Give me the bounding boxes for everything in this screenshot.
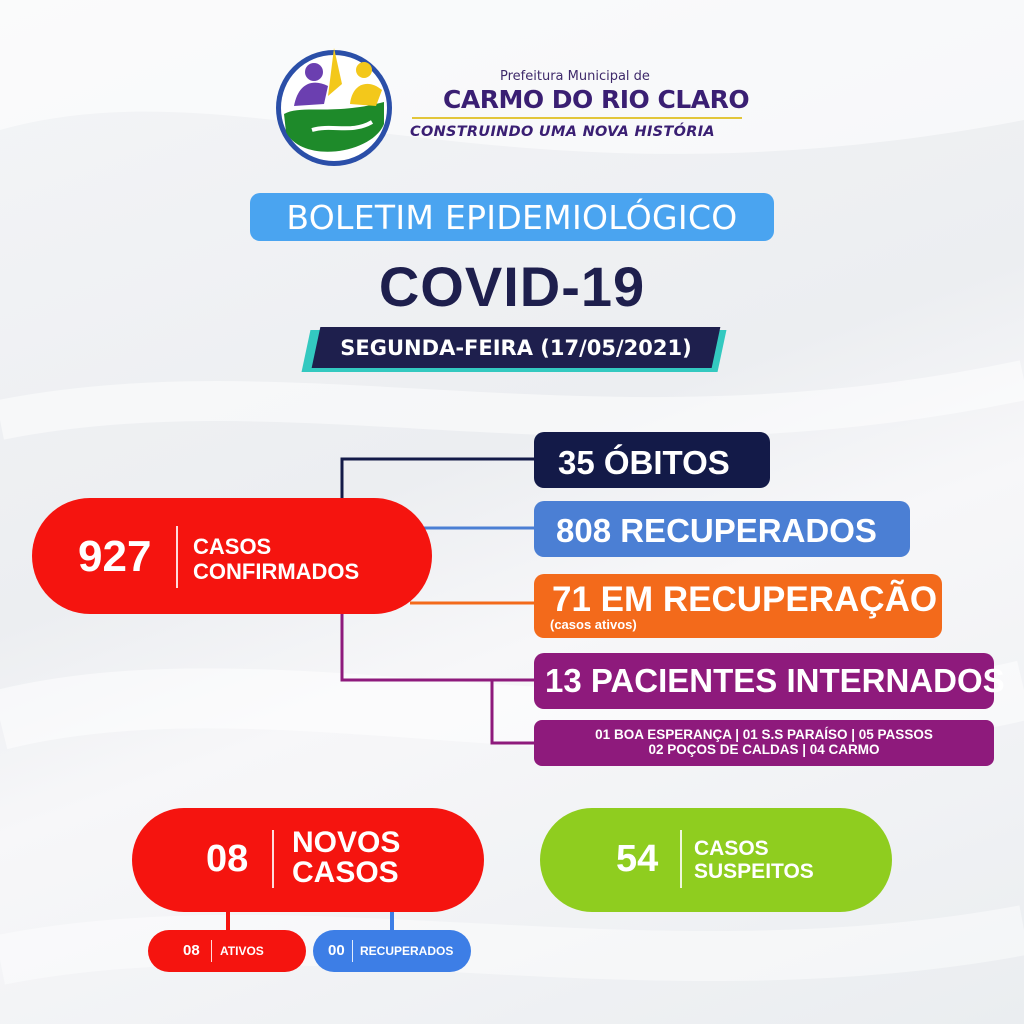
new-recovered-label: RECUPERADOS: [360, 944, 454, 958]
new-cases-label-line2: CASOS: [292, 856, 399, 889]
org-tagline: CONSTRUINDO UMA NOVA HISTÓRIA: [410, 124, 715, 140]
bulletin-title: BOLETIM EPIDEMIOLÓGICO: [250, 193, 774, 241]
suspected-count: 54: [616, 838, 659, 880]
confirmed-count: 927: [78, 532, 152, 581]
suspected-divider: [680, 830, 682, 888]
confirmed-label: [193, 534, 359, 584]
new-active-count: 08: [183, 942, 200, 959]
hospital-locations-line1: 01 BOA ESPERANÇA | 01 S.S PARAÍSO | 05 PASSOS: [595, 727, 933, 742]
new-cases-divider: [272, 830, 274, 888]
confirmed-label-line1: CASOS: [193, 534, 272, 559]
deaths-text: 35 ÓBITOS: [558, 444, 730, 481]
confirmed-label-line2: CONFIRMADOS: [193, 559, 360, 584]
new-cases-count: 08: [206, 838, 249, 880]
suspected-label: [694, 837, 814, 883]
new-cases-label-line1: NOVOS: [292, 826, 401, 859]
new-cases-label: [292, 828, 400, 888]
org-subtitle: Prefeitura Municipal de: [500, 69, 650, 84]
bulletin-date: SEGUNDA-FEIRA (17/05/2021): [340, 336, 692, 360]
suspected-label-line2: SUSPEITOS: [694, 860, 814, 883]
hospital-locations-line2: 02 POÇOS DE CALDAS | 04 CARMO: [648, 742, 880, 757]
recovering-subtext: (casos ativos): [550, 617, 637, 632]
new-active-label: ATIVOS: [220, 944, 264, 958]
disease-title: COVID-19: [378, 255, 646, 318]
recovered-text: 808 RECUPERADOS: [556, 512, 877, 549]
org-name: CARMO DO RIO CLARO: [443, 85, 750, 114]
suspected-label-line1: CASOS: [694, 837, 769, 860]
recovering-text: 71 EM RECUPERAÇÃO: [552, 580, 938, 619]
confirmed-divider: [176, 526, 178, 588]
hospitalized-text: 13 PACIENTES INTERNADOS: [545, 662, 1005, 699]
new-recovered-count: 00: [328, 942, 345, 959]
new-recovered-divider: [352, 940, 353, 962]
new-active-divider: [211, 940, 212, 962]
